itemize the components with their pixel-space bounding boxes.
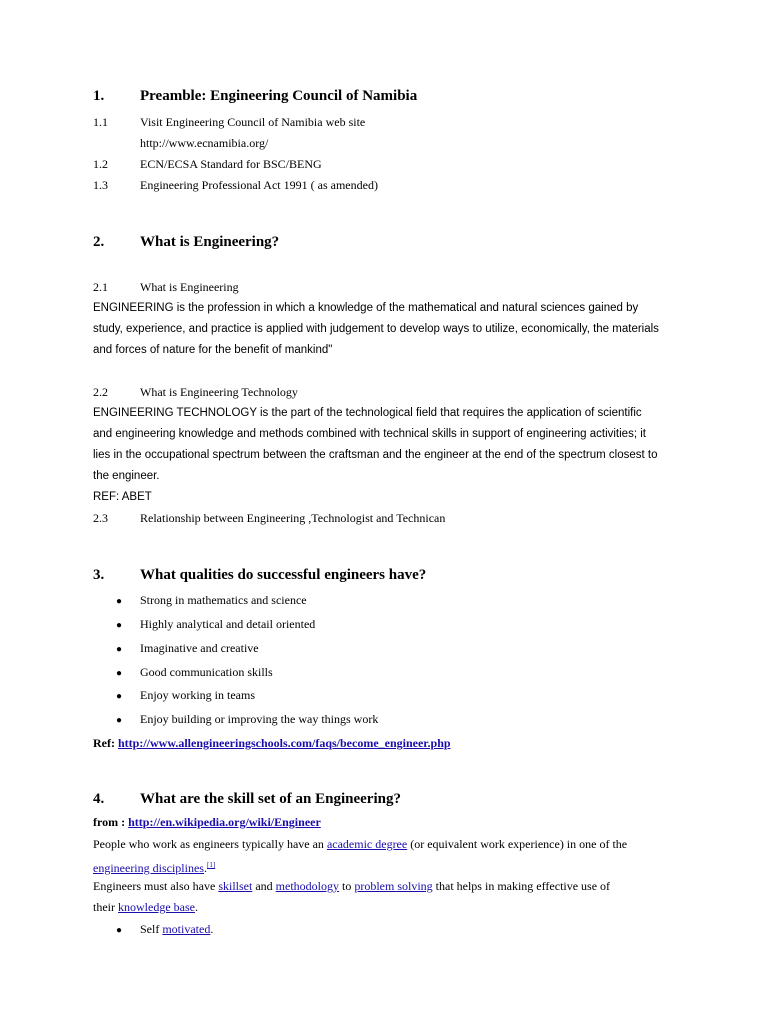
bullet-icon: ●	[116, 668, 123, 679]
item-number: 2.2	[93, 385, 108, 399]
skillset-link[interactable]: skillset	[218, 879, 253, 893]
text-run: People who work as engineers typically have an	[93, 837, 327, 851]
subsection-2-1	[93, 280, 239, 294]
paragraph-line	[93, 900, 198, 914]
item-text: Visit Engineering Council of Namibia web site	[140, 115, 366, 129]
source-line	[93, 815, 321, 830]
motivated-link[interactable]: motivated	[162, 922, 211, 936]
bullet-item	[116, 593, 307, 609]
item-number: 1.1	[93, 115, 108, 129]
bullet-text: Imaginative and creative	[140, 641, 259, 655]
section-2-heading	[93, 234, 279, 251]
text-run: .	[210, 922, 214, 936]
paragraph-line: and forces of nature for the benefit of mankind"	[93, 344, 333, 356]
academic-degree-link[interactable]: academic degree	[326, 837, 408, 851]
item-text: What is Engineering	[140, 280, 239, 294]
section-4-heading	[93, 791, 401, 808]
bullet-text: Good communication skills	[140, 665, 273, 679]
section-title: What are the skill set of an Engineering?	[140, 791, 401, 807]
bullet-text: Strong in mathematics and science	[140, 593, 307, 607]
engineering-disciplines-link[interactable]: engineering disciplines	[93, 861, 204, 875]
bullet-icon: ●	[116, 691, 123, 702]
bullet-text: Highly analytical and detail oriented	[140, 617, 316, 631]
text-run: Engineers must also have	[93, 879, 219, 893]
list-item	[93, 178, 378, 192]
paragraph-line: lies in the occupational spectrum between the craftsman and the engineer at the end of the spectrum closest to	[93, 449, 658, 461]
section-number: 3.	[93, 567, 105, 583]
text-run: that helps in making effective use of	[432, 879, 611, 893]
bullet-item	[116, 688, 255, 704]
text-run: and	[252, 879, 276, 893]
paragraph-line: REF: ABET	[93, 491, 152, 503]
bullet-icon: ●	[116, 715, 123, 726]
reference-line	[93, 736, 451, 751]
item-number: 2.1	[93, 280, 108, 294]
reference-label: Ref:	[93, 736, 118, 750]
item-text: http://www.ecnamibia.org/	[140, 136, 269, 150]
bullet-icon: ●	[116, 620, 123, 631]
knowledge-base-link[interactable]: knowledge base	[118, 900, 195, 914]
bullet-icon: ●	[116, 925, 123, 936]
bullet-text: Enjoy working in teams	[140, 688, 255, 702]
source-label: from :	[93, 815, 129, 829]
bullet-text: Enjoy building or improving the way things work	[140, 712, 379, 726]
paragraph-line: study, experience, and practice is applied with judgement to develop ways to utilize, economically, the materials	[93, 323, 659, 335]
text-run: (or equivalent work experience) in one of the	[407, 837, 628, 851]
paragraph-line: ENGINEERING TECHNOLOGY is the part of the technological field that requires the application of scientific	[93, 407, 642, 419]
subsection-2-2	[93, 385, 298, 399]
list-item	[93, 157, 322, 171]
bullet-item	[116, 922, 213, 938]
bullet-item	[116, 712, 378, 728]
text-run: to	[338, 879, 355, 893]
bullet-item	[116, 665, 273, 681]
item-number: 1.3	[93, 178, 108, 192]
text-run: .	[194, 900, 198, 914]
paragraph-line: and engineering knowledge and methods combined with technical skills in support of engineering activities; it	[93, 428, 646, 440]
section-title: What qualities do successful engineers have?	[140, 567, 427, 583]
bullet-icon: ●	[116, 596, 123, 607]
reference-link[interactable]: http://www.allengineeringschools.com/faqs/become_engineer.php	[117, 736, 451, 750]
problem-solving-link[interactable]: problem solving	[354, 879, 433, 893]
paragraph-line	[93, 837, 627, 851]
citation-link[interactable]: [1]	[206, 861, 216, 869]
item-text: Engineering Professional Act 1991 ( as amended)	[140, 178, 378, 192]
item-text: ECN/ECSA Standard for BSC/BENG	[140, 157, 322, 171]
text-run: their	[93, 900, 118, 914]
section-title: Preamble: Engineering Council of Namibia	[140, 88, 418, 104]
section-number: 2.	[93, 234, 105, 250]
source-link[interactable]: http://en.wikipedia.org/wiki/Engineer	[128, 815, 321, 829]
bullet-icon: ●	[116, 644, 123, 655]
methodology-link[interactable]: methodology	[275, 879, 339, 893]
item-number: 2.3	[93, 511, 108, 525]
bullet-item	[116, 641, 259, 657]
section-3-heading	[93, 567, 426, 584]
list-item	[93, 136, 268, 150]
section-title: What is Engineering?	[140, 234, 280, 250]
section-number: 1.	[93, 88, 105, 104]
paragraph-line: ENGINEERING is the profession in which a knowledge of the mathematical and natural sciences gained by	[93, 302, 639, 314]
bullet-item	[116, 617, 315, 633]
text-run: .	[203, 861, 207, 875]
text-run: Self	[140, 922, 163, 936]
section-1-heading	[93, 88, 417, 105]
paragraph-line	[93, 879, 610, 893]
list-item	[93, 115, 365, 129]
paragraph-line: the engineer.	[93, 470, 160, 482]
item-text: Relationship between Engineering ,Technologist and Technican	[140, 511, 446, 525]
subsection-2-3	[93, 511, 445, 525]
paragraph-line	[93, 858, 215, 875]
item-number: 1.2	[93, 157, 108, 171]
section-number: 4.	[93, 791, 105, 807]
item-text: What is Engineering Technology	[140, 385, 298, 399]
